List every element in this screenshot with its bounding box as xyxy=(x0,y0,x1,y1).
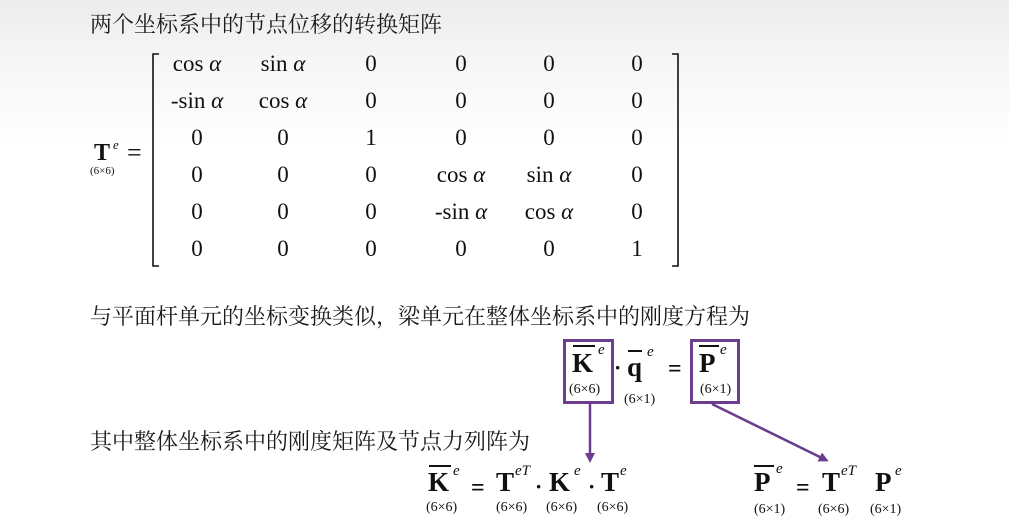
pf-lhs-sup: e xyxy=(776,461,783,477)
kf-k: K xyxy=(549,467,571,497)
matrix-cell: 0 xyxy=(191,199,203,224)
eq-equals: = xyxy=(668,356,682,382)
matrix-equals: = xyxy=(127,138,142,167)
pf-p-sub: (6×1) xyxy=(870,502,902,517)
eq-q-sub: (6×1) xyxy=(624,392,656,407)
eq-k: K xyxy=(572,348,594,378)
pf-p-sup: e xyxy=(895,463,902,479)
kf-lhs: K xyxy=(428,467,450,497)
kf-lhs-sub: (6×6) xyxy=(426,500,458,515)
kf-k-sub: (6×6) xyxy=(546,500,578,515)
matrix-cell: 0 xyxy=(191,162,203,187)
matrix-cell: 0 xyxy=(365,88,377,113)
pf-t-sup: eT xyxy=(841,463,856,479)
eq-k-sub: (6×6) xyxy=(569,382,601,397)
arrow-to-p-formula xyxy=(712,404,826,460)
matrix-cell: 0 xyxy=(543,236,555,261)
kf-equals: = xyxy=(471,475,485,501)
matrix-cell: 0 xyxy=(631,162,643,187)
matrix-cell: 0 xyxy=(455,88,467,113)
matrix-cell: sin α xyxy=(526,162,572,187)
matrix-cell: 0 xyxy=(365,236,377,261)
pf-lhs: P xyxy=(754,467,771,497)
matrix-symbol: T xyxy=(94,140,111,166)
heading-stiffness-equation: 与平面杆单元的坐标变换类似，梁单元在整体坐标系中的刚度方程为 xyxy=(90,305,751,330)
matrix-cell: cos α xyxy=(258,88,308,113)
matrix-cell: 0 xyxy=(365,162,377,187)
kf-t1: T xyxy=(496,467,515,497)
matrix-cell: 0 xyxy=(365,51,377,76)
eq-p: P xyxy=(699,348,716,378)
pf-p: P xyxy=(875,467,892,497)
matrix-cell: cos α xyxy=(172,51,222,76)
kf-lhs-sup: e xyxy=(453,463,460,479)
eq-p-sup: e xyxy=(720,342,727,358)
kf-t1-sub: (6×6) xyxy=(496,500,528,515)
pf-t-sub: (6×6) xyxy=(818,502,850,517)
matrix-cell: sin α xyxy=(260,51,306,76)
matrix-cell: 0 xyxy=(455,51,467,76)
matrix-cell: 0 xyxy=(631,88,643,113)
kf-k-sup: e xyxy=(574,463,581,479)
pf-t: T xyxy=(822,467,841,497)
eq-q-sup: e xyxy=(647,344,654,360)
matrix-cell: -sin α xyxy=(434,199,488,224)
kf-dot2: · xyxy=(588,474,596,499)
matrix-cell: cos α xyxy=(524,199,574,224)
eq-q: q xyxy=(627,352,643,382)
matrix-cell: cos α xyxy=(436,162,486,187)
heading-transform-matrix: 两个坐标系中的节点位移的转换矩阵 xyxy=(90,13,443,38)
kf-t2: T xyxy=(601,467,620,497)
matrix-cell: 0 xyxy=(277,236,289,261)
matrix-cell: 0 xyxy=(365,199,377,224)
matrix-cell: 0 xyxy=(277,125,289,150)
kf-t2-sub: (6×6) xyxy=(597,500,629,515)
matrix-cell: 0 xyxy=(543,125,555,150)
eq-dot: · xyxy=(614,355,622,380)
pf-lhs-sub: (6×1) xyxy=(754,502,786,517)
matrix-cell: 0 xyxy=(455,125,467,150)
kf-t1-sup: eT xyxy=(515,463,530,479)
matrix-superscript: e xyxy=(113,137,119,152)
matrix-cell: -sin α xyxy=(170,88,224,113)
matrix-cell: 0 xyxy=(631,51,643,76)
matrix-cell: 1 xyxy=(631,236,643,261)
kf-t2-sup: e xyxy=(620,463,627,479)
matrix-cell: 0 xyxy=(543,51,555,76)
matrix-cell: 0 xyxy=(543,88,555,113)
matrix-cell: 0 xyxy=(455,236,467,261)
matrix-cell: 1 xyxy=(365,125,377,150)
matrix-cell: 0 xyxy=(277,162,289,187)
heading-global-stiffness: 其中整体坐标系中的刚度矩阵及节点力列阵为 xyxy=(90,430,531,455)
matrix-cell: 0 xyxy=(277,199,289,224)
eq-p-sub: (6×1) xyxy=(700,382,732,397)
matrix-cell: 0 xyxy=(631,125,643,150)
matrix-subscript: (6×6) xyxy=(90,165,115,177)
pf-equals: = xyxy=(796,475,810,501)
matrix-cell: 0 xyxy=(191,125,203,150)
eq-k-sup: e xyxy=(598,342,605,358)
matrix-cell: 0 xyxy=(191,236,203,261)
matrix-cell: 0 xyxy=(631,199,643,224)
kf-dot1: · xyxy=(535,474,543,499)
